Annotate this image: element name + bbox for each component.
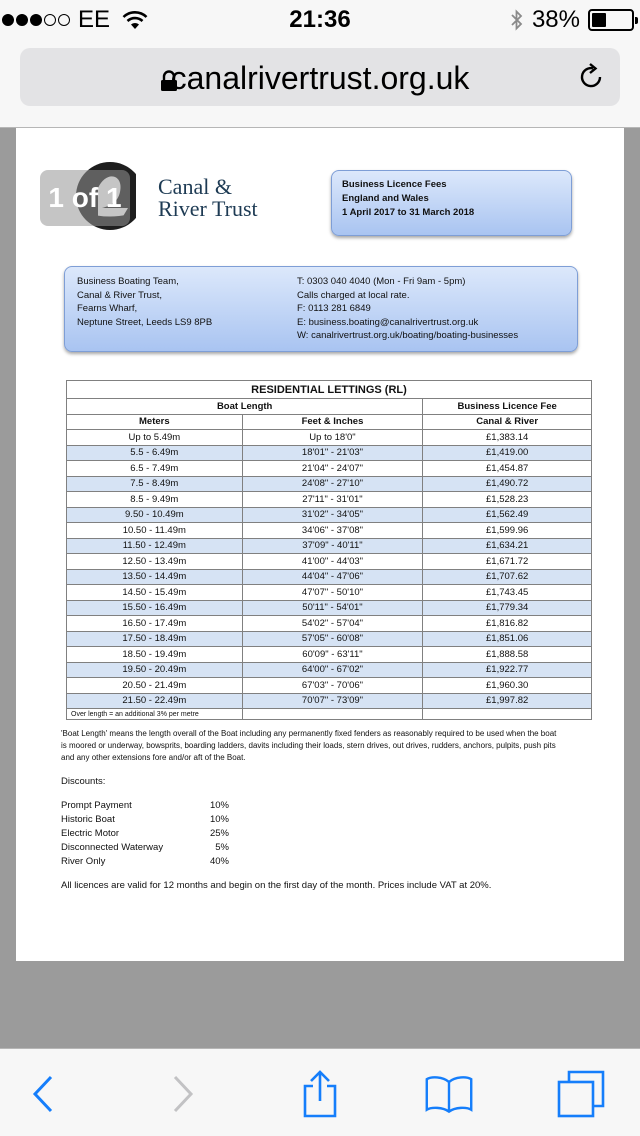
discounts-title: Discounts: xyxy=(61,776,106,787)
feet-cell: 47'07" - 50'10" xyxy=(242,585,423,601)
logo-text-line2: River Trust xyxy=(158,196,258,221)
forward-button[interactable] xyxy=(158,1069,208,1119)
discount-value: 25% xyxy=(209,828,229,839)
address-line: Business Boating Team, xyxy=(77,276,179,287)
contact-detail-line: W: canalrivertrust.org.uk/boating/boating-businesses xyxy=(297,330,519,341)
meters-cell: 21.50 - 22.49m xyxy=(67,693,243,709)
contact-detail-line: Calls charged at local rate. xyxy=(297,289,410,301)
fee-cell: £1,599.96 xyxy=(423,523,592,539)
table-row xyxy=(67,476,592,492)
meters-cell: 6.5 - 7.49m xyxy=(67,461,243,477)
book-icon xyxy=(424,1073,474,1115)
contact-detail-line: E: business.boating@canalrivertrust.org.uk xyxy=(297,316,479,328)
table-row xyxy=(67,662,592,678)
table-row xyxy=(67,569,592,585)
share-button[interactable] xyxy=(295,1069,345,1119)
discount-value: 10% xyxy=(209,814,229,825)
over-length-note: Over length = an additional 3% per metre xyxy=(67,709,243,720)
table-row xyxy=(67,430,592,446)
canal-river-column-header: Canal & River xyxy=(423,414,592,430)
fee-header: Business Licence Fee xyxy=(423,399,592,415)
fee-cell: £1,528.23 xyxy=(423,492,592,508)
fee-cell: £1,922.77 xyxy=(423,662,592,678)
table-row xyxy=(67,616,592,632)
fee-cell: £1,634.21 xyxy=(423,538,592,554)
meters-cell: 15.50 - 16.49m xyxy=(67,600,243,616)
fees-box-title: Business Licence Fees xyxy=(342,179,447,190)
table-row xyxy=(67,507,592,523)
meters-cell: 16.50 - 17.49m xyxy=(67,616,243,632)
feet-cell: 50'11" - 54'01" xyxy=(242,600,423,616)
contact-address xyxy=(77,275,212,329)
share-icon xyxy=(300,1070,340,1118)
bluetooth-icon xyxy=(510,8,524,32)
discount-name: River Only xyxy=(61,856,106,867)
table-row xyxy=(67,554,592,570)
meters-cell: 14.50 - 15.49m xyxy=(67,585,243,601)
contact-detail-line: F: 0113 281 6849 xyxy=(297,303,371,314)
meters-cell: 10.50 - 11.49m xyxy=(67,523,243,539)
table-row xyxy=(67,585,592,601)
feet-cell: 27'11" - 31'01" xyxy=(242,492,423,508)
meters-column-header: Meters xyxy=(67,414,243,430)
discount-name: Electric Motor xyxy=(61,828,120,839)
fee-cell: £1,383.14 xyxy=(423,430,592,446)
feet-cell: 18'01" - 21'03" xyxy=(242,445,423,461)
discount-name: Historic Boat xyxy=(61,814,115,825)
table-row xyxy=(67,445,592,461)
feet-cell: 31'02" - 34'05" xyxy=(242,507,423,523)
table-row xyxy=(67,693,592,709)
table-row xyxy=(67,647,592,663)
feet-cell: Up to 18'0" xyxy=(242,430,423,446)
fee-cell: £1,851.06 xyxy=(423,631,592,647)
meters-cell: Up to 5.49m xyxy=(67,430,243,446)
meters-cell: 17.50 - 18.49m xyxy=(67,631,243,647)
meters-cell: 9.50 - 10.49m xyxy=(67,507,243,523)
pdf-page xyxy=(16,128,624,961)
meters-cell: 20.50 - 21.49m xyxy=(67,678,243,694)
fee-cell: £1,816.82 xyxy=(423,616,592,632)
feet-cell: 34'06" - 37'08" xyxy=(242,523,423,539)
feet-column-header: Feet & Inches xyxy=(242,414,423,430)
table-row xyxy=(67,461,592,477)
table-row xyxy=(67,492,592,508)
fee-cell: £1,454.87 xyxy=(423,461,592,477)
meters-cell: 19.50 - 20.49m xyxy=(67,662,243,678)
feet-cell: 64'00" - 67'02" xyxy=(242,662,423,678)
contact-box xyxy=(64,266,578,352)
table-row xyxy=(67,538,592,554)
fee-cell: £1,960.30 xyxy=(423,678,592,694)
table-row xyxy=(67,631,592,647)
licence-fees-box xyxy=(331,170,572,236)
feet-cell: 67'03" - 70'06" xyxy=(242,678,423,694)
address-line: Fearns Wharf, xyxy=(77,303,138,314)
fee-cell: £1,779.34 xyxy=(423,600,592,616)
url-text: canalrivertrust.org.uk xyxy=(170,60,470,96)
discount-value: 40% xyxy=(209,856,229,867)
residential-lettings-table xyxy=(66,380,592,720)
feet-cell: 37'09" - 40'11" xyxy=(242,538,423,554)
fee-cell: £1,562.49 xyxy=(423,507,592,523)
discount-row xyxy=(61,855,229,869)
battery-percentage: 38% xyxy=(531,6,580,33)
tabs-icon xyxy=(556,1069,606,1119)
discount-row xyxy=(61,827,229,841)
back-button[interactable] xyxy=(18,1069,68,1119)
table-row xyxy=(67,678,592,694)
page-indicator: 1 of 1 xyxy=(40,170,130,226)
meters-cell: 7.5 - 8.49m xyxy=(67,476,243,492)
feet-cell: 21'04" - 24'07" xyxy=(242,461,423,477)
discount-row xyxy=(61,799,229,813)
feet-cell: 41'00" - 44'03" xyxy=(242,554,423,570)
validity-note: All licences are valid for 12 months and begin on the first day of the month. Prices include VAT at 20%. xyxy=(61,880,492,891)
feet-cell: 60'09" - 63'11" xyxy=(242,647,423,663)
address-bar[interactable] xyxy=(20,48,620,106)
boat-length-header: Boat Length xyxy=(67,399,423,415)
discount-name: Prompt Payment xyxy=(61,800,132,811)
fee-cell: £1,707.62 xyxy=(423,569,592,585)
reload-icon[interactable] xyxy=(576,62,606,92)
meters-cell: 18.50 - 19.49m xyxy=(67,647,243,663)
feet-cell: 44'04" - 47'06" xyxy=(242,569,423,585)
address-line: Neptune Street, Leeds LS9 8PB xyxy=(77,316,213,328)
fee-cell: £1,671.72 xyxy=(423,554,592,570)
fee-cell: £1,888.58 xyxy=(423,647,592,663)
fees-box-region: England and Wales xyxy=(342,193,429,204)
meters-cell: 11.50 - 12.49m xyxy=(67,538,243,554)
discount-name: Disconnected Waterway xyxy=(61,842,164,853)
table-row xyxy=(67,600,592,616)
discount-value: 10% xyxy=(209,800,229,811)
fees-box-dates: 1 April 2017 to 31 March 2018 xyxy=(342,207,475,218)
chevron-right-icon xyxy=(171,1074,195,1114)
fee-cell: £1,419.00 xyxy=(423,445,592,461)
carrier-name: EE xyxy=(78,6,111,33)
meters-cell: 5.5 - 6.49m xyxy=(67,445,243,461)
contact-details xyxy=(297,275,518,343)
tabs-button[interactable] xyxy=(556,1069,606,1119)
feet-cell: 24'08" - 27'10" xyxy=(242,476,423,492)
contact-detail-line: T: 0303 040 4040 (Mon - Fri 9am - 5pm) xyxy=(297,276,466,287)
status-bar xyxy=(0,0,640,40)
fee-cell: £1,997.82 xyxy=(423,693,592,709)
chevron-left-icon xyxy=(31,1074,55,1114)
address-line: Canal & River Trust, xyxy=(77,289,162,301)
meters-cell: 8.5 - 9.49m xyxy=(67,492,243,508)
logo-text-line1: Canal & xyxy=(158,174,232,199)
clock: 21:36 xyxy=(289,6,351,33)
boat-length-definition: 'Boat Length' means the length overall of the Boat including any permanently fixed fenders as reasonably required to be used when the boat is moored or underway, bowsprits, boarding ladders, davits including their loads, stern drives, out drives, rudders, anchors, pulpits, push pits and any other extensions fore and/or aft of the Boat. xyxy=(61,729,557,762)
feet-cell: 57'05" - 60'08" xyxy=(242,631,423,647)
bookmarks-button[interactable] xyxy=(424,1069,474,1119)
fee-cell: £1,743.45 xyxy=(423,585,592,601)
discount-row xyxy=(61,841,229,855)
feet-cell: 54'02" - 57'04" xyxy=(242,616,423,632)
browser-address-area xyxy=(0,40,640,128)
browser-toolbar xyxy=(0,1048,640,1136)
fee-cell: £1,490.72 xyxy=(423,476,592,492)
meters-cell: 12.50 - 13.49m xyxy=(67,554,243,570)
discount-value: 5% xyxy=(215,842,229,853)
feet-cell: 70'07" - 73'09" xyxy=(242,693,423,709)
meters-cell: 13.50 - 14.49m xyxy=(67,569,243,585)
discounts-list xyxy=(61,799,229,869)
discount-row xyxy=(61,813,229,827)
battery-icon xyxy=(588,9,634,31)
table-row xyxy=(67,523,592,539)
table-title: RESIDENTIAL LETTINGS (RL) xyxy=(67,381,592,399)
